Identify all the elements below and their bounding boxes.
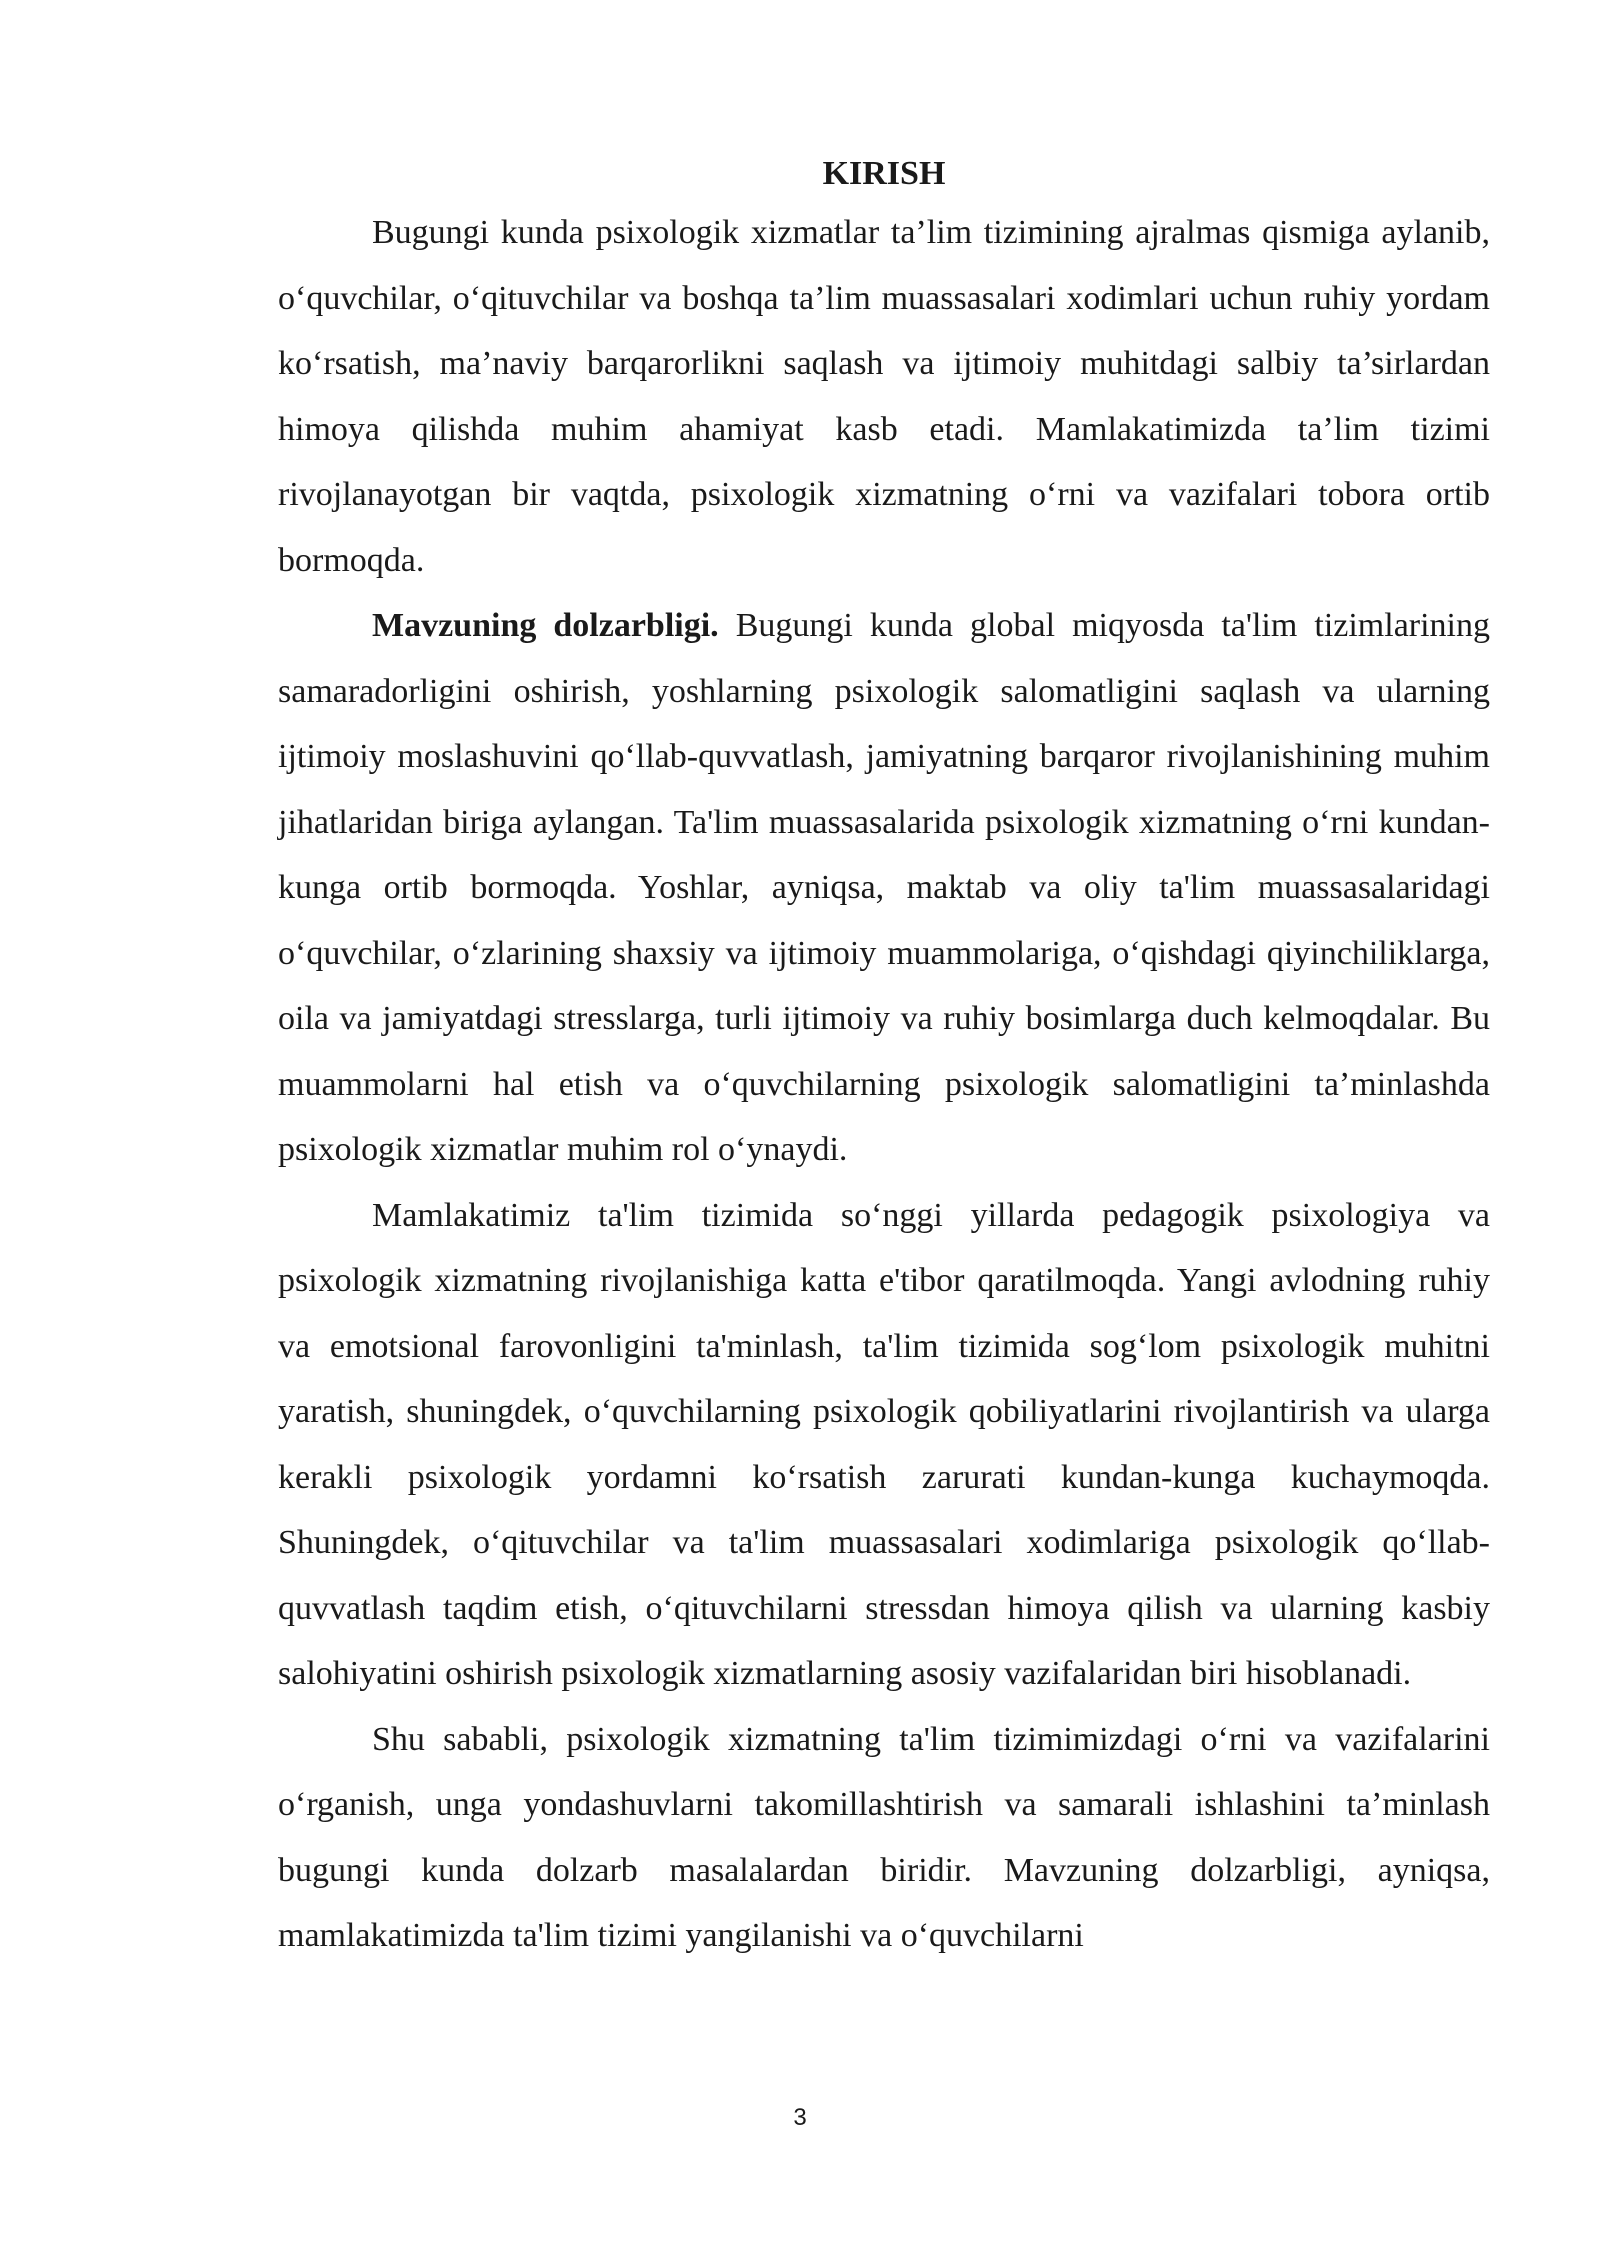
paragraph-conclusion: Shu sababli, psixologik xizmatning ta'lim tizimimizdagi o‘rni va vazifalarini o‘rganish, unga yondashuvlarni takomillashtirish va samarali ishlashini ta’minlash bugungi kunda dolzarb masalalardan biridir. Mavzuning dolzarbligi, ayniqsa, mamlakatimizda ta'lim tizimi yangilanishi va o‘quvchilarni xyxy=(278,1720,1490,1954)
paragraph-intro: Bugungi kunda psixologik xizmatlar ta’lim tizimining ajralmas qismiga aylanib, o‘quvchilar, o‘qituvchilar va boshqa ta’lim muassasalari xodimlari uchun ruhiy yordam ko‘rsatish, ma’naviy barqarorlikni saqlash va ijtimoiy muhitdagi salbiy ta’sirlardan himoya qilishda muhim ahamiyat kasb etadi. Mamlakatimizda ta’lim tizimi rivojlanayotgan bir vaqtda, psixologik xizmatning o‘rni va vazifalari tobora ortib bormoqda. xyxy=(278,214,1490,579)
section-title: KIRISH xyxy=(822,155,946,192)
paragraph-relevance-text: Bugungi kunda global miqyosda ta'lim tizimlarining samaradorligini oshirish, yoshlarning psixologik salomatligini saqlash va ularning ijtimoiy moslashuvini qo‘llab-quvvatlash, jamiyatning barqaror rivojlanishining muhim jihatlaridan biriga aylangan. Ta'lim muassasalarida psixologik xizmatning o‘rni kundan-kunga ortib bormoqda. Yoshlar, ayniqsa, maktab va oliy ta'lim muassasalaridagi o‘quvchilar, o‘zlarining shaxsiy va ijtimoiy muammolariga, o‘qishdagi qiyinchiliklarga, oila va jamiyatdagi stresslarga, turli ijtimoiy va ruhiy bosimlarga duch kelmoqdalar. Bu muammolarni hal etish va o‘quvchilarning psixologik salomatligini ta’minlashda psixologik xizmatlar muhim rol o‘ynaydi. xyxy=(278,607,1490,1168)
page-number: 3 xyxy=(793,2104,807,2131)
paragraph-relevance xyxy=(278,593,1490,1183)
paragraph-national-education: Mamlakatimiz ta'lim tizimida so‘nggi yillarda pedagogik psixologiya va psixologik xizmatning rivojlanishiga katta e'tibor qaratilmoqda. Yangi avlodning ruhiy va emotsional farovonligini ta'minlash, ta'lim tizimida sog‘lom psixologik muhitni yaratish, shuningdek, o‘quvchilarning psixologik qobiliyatlarini rivojlantirish va ularga kerakli psixologik yordamni ko‘rsatish zarurati kundan-kunga kuchaymoqda. Shuningdek, o‘qituvchilar va ta'lim muassasalari xodimlariga psixologik qo‘llab-quvvatlash taqdim etish, o‘qituvchilarni stressdan himoya qilish va ularning kasbiy salohiyatini oshirish psixologik xizmatlarning asosiy vazifalaridan biri hisoblanadi. xyxy=(278,1196,1490,1692)
paragraph-lead-heading: Mavzuning dolzarbligi. xyxy=(372,607,719,644)
page-body xyxy=(278,148,1490,1969)
